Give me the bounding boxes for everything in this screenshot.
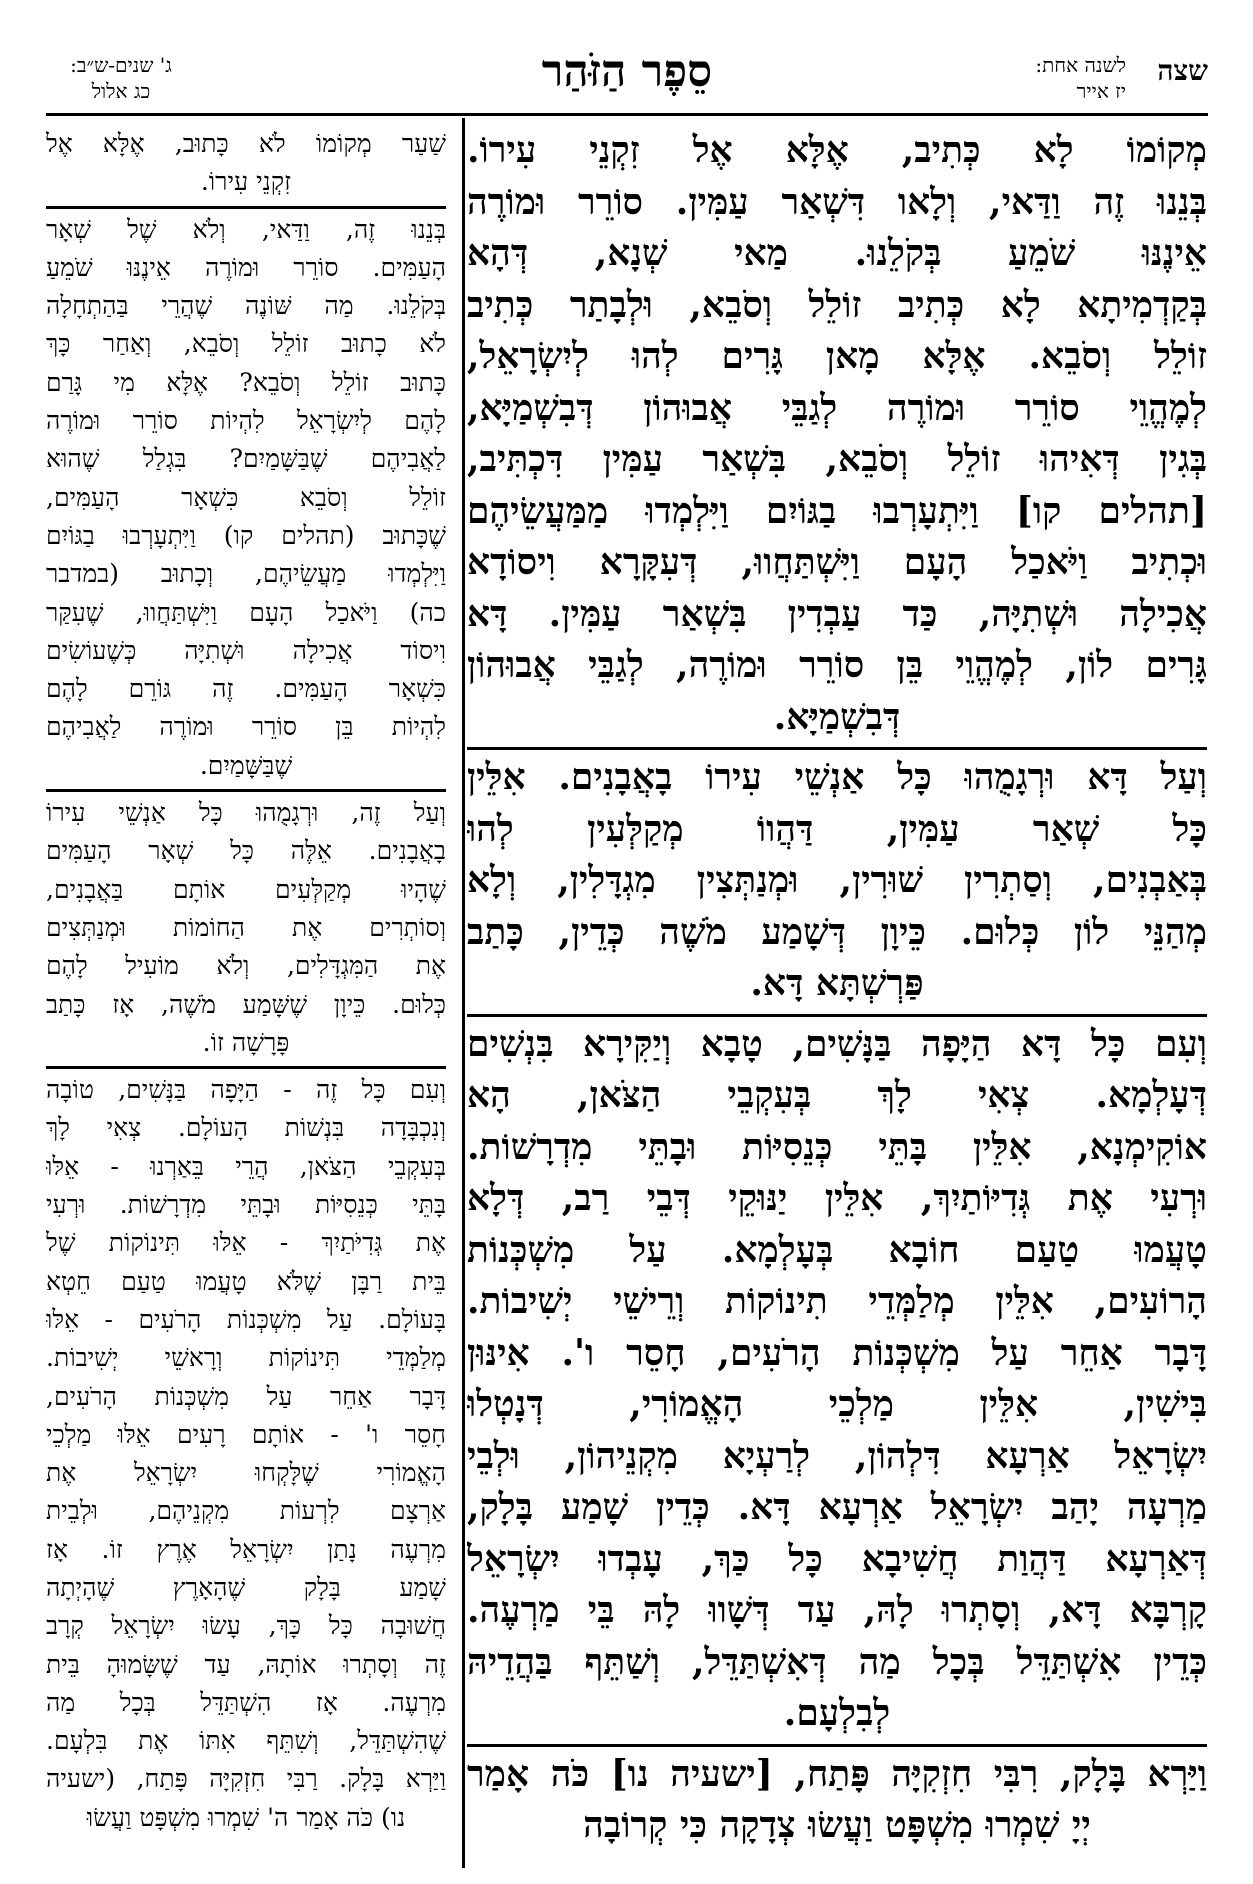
- text-line: אֶת גְּדִיֹּתַיִךְ - אֵלּוּ תִּינוֹקוֹת שֶׁל: [46, 1228, 446, 1258]
- column-divider: [462, 118, 465, 1868]
- text-line: שָׁמַע בָּלָק שֶׁהָאָרֶץ שֶׁהָיְתָה: [46, 1572, 446, 1602]
- text-line: וְעִם כָּל דָּא הַיָּפָה בַּנָּשִׁים, טָבָא וְיַקִּירָא בִּנְשִׁים: [467, 1022, 1207, 1065]
- text-line: זִקְנֵי עִירוֹ.: [200, 167, 292, 197]
- text-line: שֶׁהָיוּ מְקַלְּעִים אוֹתָם בַּאֲבָנִים,: [46, 874, 446, 904]
- text-line: פָּרָשָׁה זוֹ.: [202, 1027, 290, 1057]
- text-line: וְעַל זֶה, וּרְגָמֻהוּ כָּל אַנְשֵׁי עִירוֹ: [46, 798, 446, 828]
- text-line: הָאֱמוֹרִי שֶׁלָּקְחוּ יִשְׂרָאֵל אֶת: [46, 1458, 446, 1488]
- text-line: זֶה וְסָתְרוּ אוֹתָהּ, עַד שֶׁשָּׂמוּהָ בֵּית: [46, 1649, 446, 1679]
- text-line: אֵינֶנּוּ שֹׁמֵעַ בְּקֹלֵנוּ. מַאי שְׁנָא, דְּהָא: [467, 232, 1207, 274]
- text-line: דְּעָלְמָא. צְאִי לָךְ בְּעִקְבֵי הַצֹּאן, הָא: [467, 1074, 1207, 1116]
- text-line: בִּישִׁין, אִלֵּין מַלְכֵי הָאֱמוֹרִי, דְּנָטְלוּ: [467, 1383, 1207, 1425]
- aramaic-text-column: [467, 125, 1207, 1865]
- text-line: וְעִם כָּל זֶה - הַיָּפָה בַּנָּשִׁים, טוֹבָה: [46, 1075, 446, 1105]
- text-line: וְנִכְבָּדָה בִּנְשׁוֹת הָעוֹלָם. צְאִי לָךְ: [46, 1113, 446, 1143]
- text-line: מְקוֹמוֹ לָא כְּתִיב, אֶלָּא אֶל זִקְנֵי עִירוֹ.: [467, 129, 1207, 171]
- text-line: הָעַמִּים. סוֹרֵר וּמוֹרֶה אֵינֶנּוּ שֹׁמֵעַ: [46, 252, 446, 282]
- side-paragraph: [46, 206, 446, 785]
- text-line: וְעַל דָּא וּרְגָמֻהוּ כָּל אַנְשֵׁי עִירוֹ בָאֲבָנִים. אִלֵּין: [467, 756, 1207, 798]
- text-line: בָאֲבָנִים. אֵלֶּה כָּל שְׁאָר הָעַמִּים: [46, 836, 446, 866]
- text-line: גָּרִים לוֹן, לְמֶהֱוֵי בֵּן סוֹרֵר וּמוֹרֶה, לְגַבֵּי אֲבוּהוֹן: [467, 644, 1207, 686]
- text-line: וַיַּרְא בָּלָק. רַבִּי חִזְקִיָּה פָּתַח, (ישעיה: [46, 1764, 446, 1794]
- text-line: וּכְתִיב וַיֹּאכַל הָעָם וַיִּשְׁתַּחֲווּ, דְּעִקָּרָא וִיסוֹדָא: [467, 541, 1207, 583]
- text-line: כְּדֵין אִשְׁתַּדֵּל בְּכָל מַה דְּאִשְׁתַּדֵּל, וְשַׁתֵּף בַּהֲדֵיהּ: [467, 1640, 1207, 1683]
- text-line: כְּלוּם. כֵּיוָן שֶׁשָּׁמַע מֹשֶׁה, אָז כָּתַב: [46, 989, 446, 1019]
- text-line: בְּנֵנוּ זֶה, וַדַּאי, וְלֹא שֶׁל שְׁאָר: [46, 214, 446, 244]
- text-line: טָעֲמוּ טַעַם חוֹבָא בְּעָלְמָא. עַל מִשְׁכְּנוֹת: [467, 1228, 1207, 1271]
- header-divider: [46, 113, 1208, 116]
- text-line: מְלַמְּדֵי תִּינוֹקוֹת וְרָאשֵׁי יְשִׁיבוֹת.: [46, 1343, 446, 1373]
- text-line: זוֹלֵל וְסֹבֵא. אֶלָּא מָאן גָּרִים לְהוּ לְיִשְׂרָאֵל,: [467, 335, 1207, 377]
- side-paragraph: [46, 1066, 446, 1837]
- text-line: הָרוֹעִים, אִלֵּין מְלַמְּדֵי תִינוֹקוֹת וְרֵישֵׁי יְשִׁיבוֹת.: [467, 1280, 1207, 1322]
- text-line: שֶׁהִשְׁתַּדֵּל, וְשִׁתֵּף אִתּוֹ אֶת בִּלְעָם.: [46, 1726, 446, 1756]
- text-line: כִּשְׁאָר הָעַמִּים. זֶה גּוֹרֵם לָהֶם: [46, 674, 446, 704]
- text-line: לֹא כָתוּב זוֹלֵל וְסֹבֵא, וְאַחַר כָּךְ: [46, 329, 446, 359]
- text-line: חֲשׁוּבָה כָּל כָּךְ, עָשׂוּ יִשְׂרָאֵל קְרָב: [46, 1611, 446, 1641]
- text-line: דְּאַרְעָא דַּהֲוַת חֲשִׁיבָא כָּל כַּךְ, עָבְדוּ יִשְׂרָאֵל: [467, 1537, 1207, 1580]
- text-line: בְּנֵנוּ זֶה וַדַּאי, וְלָאו דִּשְׁאַר עַמִּין. סוֹרֵר וּמוֹרֶה: [467, 180, 1207, 223]
- side-paragraph: [46, 789, 446, 1062]
- text-line: יִשְׂרָאֵל אַרְעָא דִּלְהוֹן, לְרַעְיָא מִקְנֵיהוֹן, וּלְבֵי: [467, 1434, 1207, 1477]
- text-line: בְּקַדְמִיתָא לָא כְּתִיב זוֹלֵל וְסֹבֵא, וּלְבָתַר כְּתִיב: [467, 283, 1207, 326]
- text-line: פַּרְשְׁתָּא דָּא.: [750, 962, 924, 1004]
- text-line: לְבִלְעָם.: [783, 1692, 891, 1734]
- text-line: שַׁעַר מְקוֹמוֹ לֹא כָּתוּב, אֶלָּא אֶל: [46, 129, 446, 158]
- text-line: כָּתוּב זוֹלֵל וְסֹבֵא? אֶלָּא מִי גָּרַם: [46, 367, 446, 397]
- text-line: מְהַנֵּי לוֹן כְּלוּם. כֵּיוָן דְּשָׁמַע מֹשֶׁה כְּדֵין, כָּתַב: [467, 910, 1207, 953]
- main-paragraph: [467, 747, 1207, 1010]
- text-line: בְּאַבְנִים, וְסַתְרִין שׁוּרִין, וּמְנַתְּצִין מִגְדָּלִין, וְלָא: [467, 859, 1207, 901]
- text-line: קָרְבָּא דָּא, וְסָתְרוּ לָהּ, עַד דְּשָׁווּ לָהּ בֵּי מַרְעֶה.: [467, 1589, 1207, 1631]
- main-paragraph: [467, 125, 1207, 743]
- text-line: וַיַּרְא בָּלָק, רִבִּי חִזְקִיָּה פָּתַח, [ישעיה נו] כֹּה אָמַר: [467, 1752, 1207, 1795]
- book-title: סֵפֶר הַזֹּהַר: [541, 46, 713, 97]
- text-line: לַאֲבִיהֶם שֶׁבַּשָּׁמַיִם? בִּגְלַל שֶׁהוּא: [46, 444, 446, 474]
- text-line: בְּקֹלֵנוּ. מַה שּׁוֹנֶה שֶׁהֲרֵי בַּהַתְחָלָה: [46, 291, 446, 321]
- text-line: בְּעִקְבֵי הַצֹּאן, הֲרֵי בֵּאַרְנוּ - אֵלּוּ: [46, 1151, 446, 1181]
- text-line: נו) כֹּה אָמַר ה' שִׁמְרוּ מִשְׁפָּט וַעֲשׂוּ: [86, 1802, 406, 1832]
- text-line: אַרְצָם לִרְעוֹת מִקְנֵיהֶם, וּלְבֵית: [46, 1496, 446, 1526]
- text-line: לִהְיוֹת בֵּן סוֹרֵר וּמוֹרֶה לַאֲבִיהֶם: [46, 712, 446, 742]
- schedule-label-one-year: לשנה אחת:: [1035, 53, 1126, 77]
- text-line: בָּתֵּי כְּנֵסִיּוֹת וּבָתֵּי מִדְרָשׁוֹת. וּרְעִי: [46, 1190, 446, 1220]
- text-line: [תהלים קו] וַיִּתְעָרְבוּ בַגּוֹיִם וַיִּלְמְדוּ מַמַּעֲשֵׂיהֶם: [467, 489, 1207, 532]
- page-number: שצה: [1157, 54, 1208, 87]
- main-paragraph: [467, 1744, 1207, 1852]
- text-line: וִיסוֹד אֲכִילָה וּשְׁתִיָּה כְּשֶׁעוֹשִׂים: [46, 635, 446, 665]
- schedule-date-three-years: כג אלול: [91, 79, 151, 103]
- text-line: לְמֶהֱוֵי סוֹרֵר וּמוֹרֶה לְגַבֵּי אֲבוּהוֹן דְּבִשְׁמַיָּא,: [467, 386, 1207, 429]
- text-line: וְסוֹתְרִים אֶת הַחוֹמוֹת וּמְנַתְּצִים: [46, 912, 446, 942]
- main-paragraph: [467, 1014, 1207, 1740]
- reading-schedule-left: [46, 52, 196, 104]
- schedule-date-one-year: יז אייר: [1076, 79, 1126, 103]
- text-line: וּרְעִי אֶת גְּדִיּוֹתַיִךְ, אִלֵּין יַנּוּקֵי דְּבֵי רַב, דְּלָא: [467, 1177, 1207, 1219]
- text-line: דָּבָר אַחֵר עַל מִשְׁכְּנוֹת הָרֹעִים, חָסֵר ו'. אִינּוּן: [467, 1331, 1207, 1374]
- text-line: שֶׁכָּתוּב (תהלים קו) וַיִּתְעָרְבוּ בַגּוֹיִם: [46, 520, 446, 550]
- text-line: אֶת הַמִּגְדָּלִים, וְלֹא מוֹעִיל לָהֶם: [46, 951, 446, 981]
- text-line: כָּל שְׁאַר עַמִּין, דַּהֲווֹ מְקַלְּעִין לְהוּ: [467, 807, 1207, 850]
- page-header: [46, 46, 1208, 122]
- text-line: דְּבִשְׁמַיָּא.: [773, 695, 901, 738]
- side-paragraph: [46, 125, 446, 202]
- schedule-label-three-years: ג' שנים-ש״ב:: [70, 53, 172, 77]
- text-line: וַיִּלְמְדוּ מַעֲשֵׂיהֶם, וְכָתוּב (במדבר: [46, 559, 446, 589]
- text-line: אֲכִילָה וּשְׁתִיָּה, כַּד עַבְדִין בִּשְׁאַר עַמִּין. דָּא: [467, 592, 1207, 635]
- text-line: דָּבָר אַחֵר עַל מִשְׁכְּנוֹת הָרֹעִים,: [46, 1381, 446, 1411]
- text-line: בָּעוֹלָם. עַל מִשְׁכְּנוֹת הָרֹעִים - אֵלּוּ: [46, 1304, 446, 1334]
- text-line: מִרְעֶה. אָז הִשְׁתַּדֵּל בְּכָל מַה: [46, 1687, 446, 1717]
- text-line: בְּגִין דְּאִיהוּ זוֹלֵל וְסֹבֵא, בִּשְׁאַר עַמִּין דִּכְתִּיב,: [467, 438, 1207, 480]
- text-line: כה) וַיֹּאכַל הָעָם וַיִּשְׁתַּחֲווּ, שֶׁעִקַּר: [46, 597, 446, 627]
- text-line: בֵּית רַבָּן שֶׁלֹּא טָעֲמוּ טַעַם חֵטְא: [46, 1266, 446, 1296]
- text-line: אוֹקִימְנָא, אִלֵּין בָּתֵּי כְּנֵסִיּוֹת וּבָתֵּי מִדְרָשׁוֹת.: [467, 1125, 1207, 1168]
- text-line: חָסֵר ו' - אוֹתָם רָעִים אֵלּוּ מַלְכֵי: [46, 1419, 446, 1449]
- hebrew-translation-column: [46, 125, 446, 1865]
- text-line: מַרְעָה יָהַב יִשְׂרָאֵל אַרְעָא דָּא. כְּדֵין שָׁמַע בָּלָק,: [467, 1486, 1207, 1528]
- text-line: יְיָ שִׁמְרוּ מִשְׁפָּט וַעֲשׂוּ צְדָקָה כִּי קְרוֹבָה: [583, 1804, 1091, 1846]
- text-line: שֶׁבַּשָּׁמַיִם.: [199, 750, 293, 780]
- text-line: מִרְעֶה נָתַן יִשְׂרָאֵל אֶרֶץ זוֹ. אָז: [46, 1534, 446, 1564]
- text-line: זוֹלֵל וְסֹבֵא כִּשְׁאָר הָעַמִּים,: [46, 482, 446, 512]
- text-line: לָהֶם לְיִשְׂרָאֵל לִהְיוֹת סוֹרֵר וּמוֹרֶה: [46, 406, 446, 436]
